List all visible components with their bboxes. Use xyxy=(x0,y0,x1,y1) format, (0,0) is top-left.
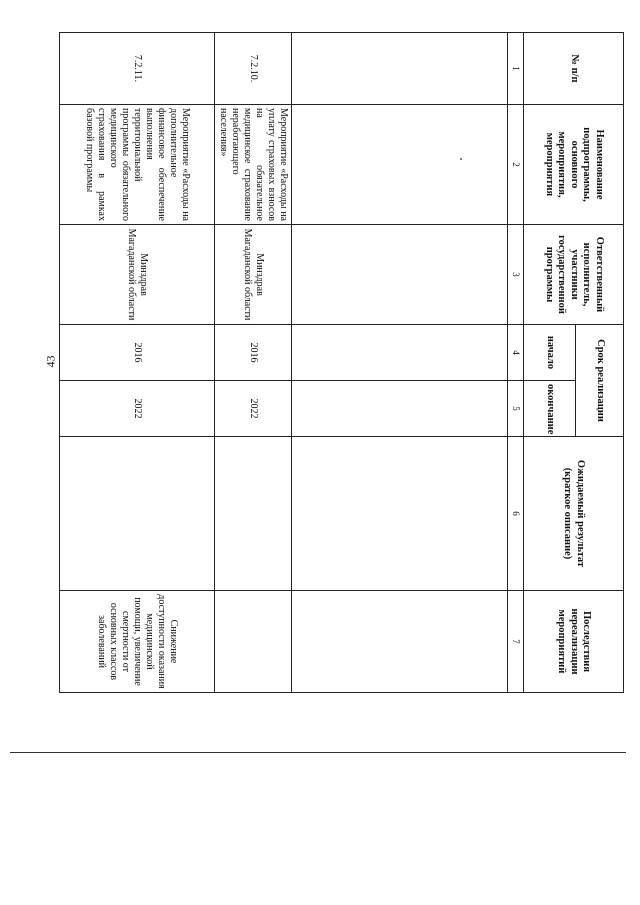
header-result: Ожидаемый результат (краткое описание) xyxy=(524,437,624,591)
rotated-table-container xyxy=(67,32,624,692)
row-start xyxy=(292,325,508,381)
row-num xyxy=(292,33,508,105)
page-number: 43 xyxy=(43,355,58,368)
row-consequences: Снижение доступности оказания медицинской помощи, увеличение смертности от основных классов заболеваний xyxy=(60,591,215,693)
header-end: окончание xyxy=(524,381,576,437)
row-end xyxy=(292,381,508,437)
row-num: 7.2.11. xyxy=(60,33,215,105)
column-number: 2 xyxy=(508,105,524,225)
row-end: 2022 xyxy=(60,381,215,437)
row-result xyxy=(60,437,215,591)
row-result xyxy=(215,437,292,591)
column-number: 5 xyxy=(508,381,524,437)
row-executor xyxy=(292,225,508,325)
column-number: 7 xyxy=(508,591,524,693)
header-start: начало xyxy=(524,325,576,381)
row-start: 2016 xyxy=(215,325,292,381)
row-executor: Минздрав Магаданской области xyxy=(60,225,215,325)
row-executor: Минздрав Магаданской области xyxy=(215,225,292,325)
row-num: 7.2.10. xyxy=(215,33,292,105)
row-name xyxy=(292,105,508,225)
row-end: 2022 xyxy=(215,381,292,437)
program-measures-table xyxy=(59,32,624,693)
column-number: 6 xyxy=(508,437,524,591)
column-number: 4 xyxy=(508,325,524,381)
table-row xyxy=(292,33,508,693)
row-consequences xyxy=(292,591,508,693)
header-executor: Ответственный исполнитель, участники государственной программы xyxy=(524,225,624,325)
row-name: Мероприятие «Расходы на уплату страховых взносов на обязательное медицинское страхование неработающего населения» xyxy=(215,105,292,225)
header-num: № п/п xyxy=(524,33,624,105)
row-consequences xyxy=(215,591,292,693)
column-number: 1 xyxy=(508,33,524,105)
table-row xyxy=(60,33,215,693)
header-consequences: Последствия нереализации мероприятий xyxy=(524,591,624,693)
bottom-rule xyxy=(10,752,626,753)
column-number: 3 xyxy=(508,225,524,325)
header-name: Наименование подпрограммы, основного мероприятия, мероприятия xyxy=(524,105,624,225)
row-result xyxy=(292,437,508,591)
row-start: 2016 xyxy=(60,325,215,381)
row-name: Мероприятие «Расходы на дополнительное финансовое обеспечение выполнения территориальной программы обязательного медицинского страхования в рамках базовой программы xyxy=(60,105,215,225)
table-row xyxy=(215,33,292,693)
header-period: Срок реализации xyxy=(576,325,624,437)
